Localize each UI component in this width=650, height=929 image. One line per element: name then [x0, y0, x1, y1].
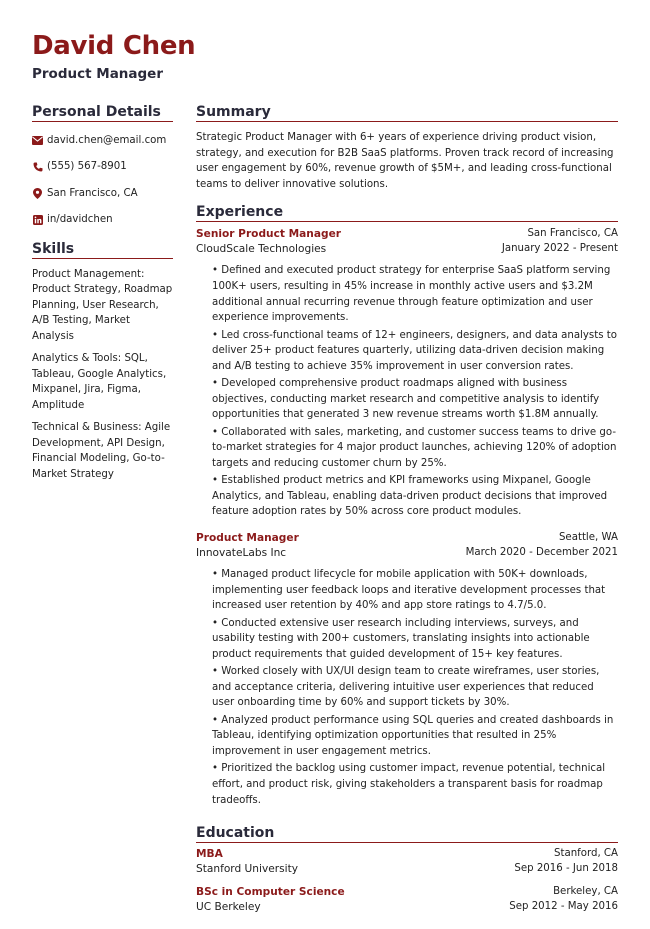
education-entry [196, 886, 618, 916]
contact-linkedin-text: in/davidchen [47, 214, 113, 226]
job-dates: January 2022 - Present [501, 243, 618, 255]
right-column [196, 104, 618, 916]
job-bullet: • Analyzed product performance using SQL queries and created dashboards in Tableau, identifying optimization opportunities that resulted in 25% improvement in user engagement metrics. [212, 713, 618, 760]
job-bullet: • Established product metrics and KPI frameworks using Mixpanel, Google Analytics, and Tableau, enabling data-driven product decisions that improved feature adoption rates by 50% across core product modules. [212, 473, 618, 520]
summary-text: Strategic Product Manager with 6+ years of experience driving product vision, strategy, and execution for B2B SaaS platforms. Proven track record of increasing user engagement by 60%, revenue growth of $5M+, and leading cross-functional teams to deliver innovative solutions. [196, 132, 614, 190]
candidate-name: David Chen [32, 31, 196, 61]
job-bullets [196, 567, 618, 808]
education-dates: Sep 2016 - Jun 2018 [514, 863, 618, 875]
degree-name: BSc in Computer Science [196, 886, 345, 899]
job-entry [196, 532, 618, 808]
job-bullet: • Prioritized the backlog using customer impact, revenue potential, technical effort, and product risk, giving stakeholders a transparent basis for roadmap tradeoffs. [212, 761, 618, 808]
job-title: Senior Product Manager [196, 228, 341, 241]
job-bullet: • Collaborated with sales, marketing, and customer success teams to drive go-to-market strategies for 4 major product launches, achieving 120% of adoption targets and reducing customer churn by 25%. [212, 425, 618, 472]
job-entry [196, 228, 618, 520]
contact-linkedin[interactable] [32, 212, 173, 228]
school-location: Berkeley, CA [553, 886, 618, 898]
left-column [32, 104, 173, 482]
contact-phone-text: (555) 567-8901 [47, 161, 127, 173]
job-location: San Francisco, CA [527, 228, 618, 240]
skill-group: Product Management: Product Strategy, Roadmap Planning, User Research, A/B Testing, Market Analysis [32, 268, 173, 342]
job-bullet: • Defined and executed product strategy for enterprise SaaS platform serving 100K+ users, resulting in 45% increase in monthly active users and $3.2M additional annual recurring revenue through feature optimization and user experience improvements. [212, 263, 618, 325]
summary-heading: Summary [196, 104, 618, 122]
job-bullet: • Managed product lifecycle for mobile application with 50K+ downloads, implementing user feedback loops and iterative development processes that increased user retention by 40% and app store ratings to 4.7/5.0. [212, 567, 618, 614]
job-bullet: • Led cross-functional teams of 12+ engineers, designers, and data analysts to deliver 25+ product features quarterly, utilizing data-driven decision making and A/B testing to achieve 35% improvement in user conversion rates. [212, 328, 618, 375]
phone-icon [32, 161, 43, 172]
candidate-role: Product Manager [32, 66, 163, 82]
experience-heading: Experience [196, 204, 618, 222]
education-entry [196, 848, 618, 878]
contact-list [32, 132, 173, 228]
degree-name: MBA [196, 848, 223, 861]
education-dates: Sep 2012 - May 2016 [509, 901, 618, 913]
mail-icon [32, 135, 43, 146]
job-title: Product Manager [196, 532, 299, 545]
location-pin-icon [32, 188, 43, 199]
contact-location [32, 185, 173, 201]
school-location: Stanford, CA [553, 848, 618, 860]
job-bullet: • Worked closely with UX/UI design team to create wireframes, user stories, and acceptance criteria, delivering intuitive user experiences that reduced user onboarding time by 60% and support tickets by 30%. [212, 664, 618, 711]
school-name: Stanford University [196, 863, 298, 876]
personal-details-heading: Personal Details [32, 104, 173, 122]
job-bullet: • Developed comprehensive product roadmaps aligned with business objectives, conducting market research and competitive analysis to identify opportunities that generated 3 new revenue streams worth $1.8M annually. [212, 376, 618, 423]
skills-heading: Skills [32, 241, 173, 259]
company-name: CloudScale Technologies [196, 243, 327, 256]
job-dates: March 2020 - December 2021 [465, 547, 618, 559]
job-location: Seattle, WA [558, 532, 618, 544]
linkedin-icon [32, 214, 43, 225]
school-name: UC Berkeley [196, 901, 261, 914]
skill-group: Technical & Business: Agile Development, API Design, Financial Modeling, Go-to-Market Strategy [32, 422, 171, 480]
job-bullets [196, 263, 618, 520]
contact-email[interactable] [32, 132, 173, 148]
education-heading: Education [196, 825, 618, 843]
contact-location-text: San Francisco, CA [47, 187, 138, 199]
company-name: InnovateLabs Inc [196, 547, 287, 560]
contact-phone[interactable] [32, 159, 173, 175]
job-bullet: • Conducted extensive user research including interviews, surveys, and usability testing with 200+ customers, translating insights into actionable product requirements that guided development of 15+ key features. [212, 616, 618, 663]
skill-group: Analytics & Tools: SQL, Tableau, Google Analytics, Mixpanel, Jira, Figma, Amplitude [32, 353, 167, 411]
contact-email-text: david.chen@email.com [47, 134, 167, 146]
